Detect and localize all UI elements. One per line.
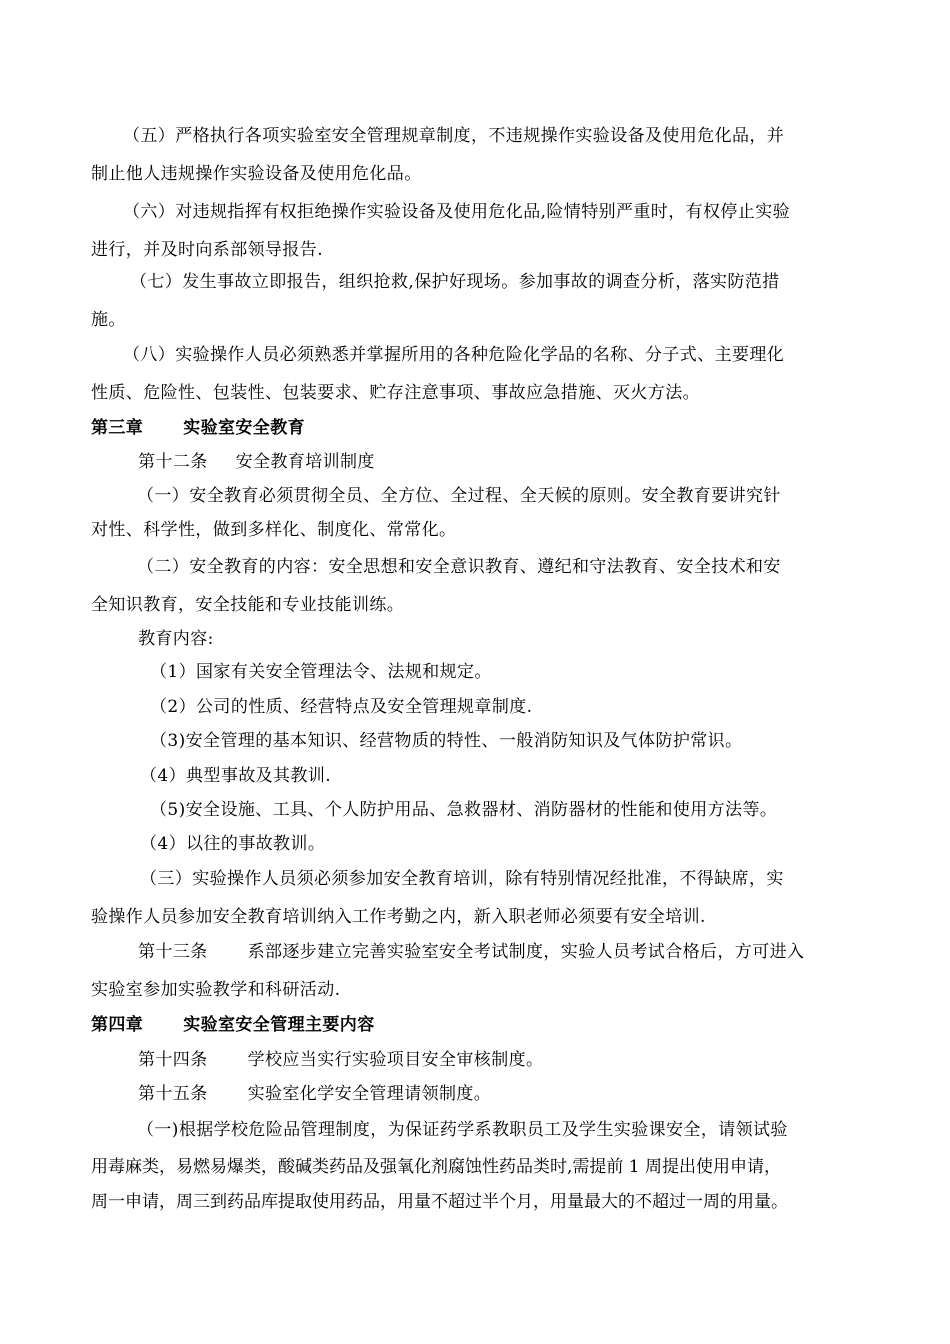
article-text: 实验室化学安全管理请领制度。 <box>247 1084 492 1104</box>
paragraph-line: （二）安全教育的内容：安全思想和安全意识教育、遵纪和守法教育、安全技术和安 <box>137 557 781 577</box>
article-line <box>138 940 804 964</box>
paragraph-line: （一）安全教育必须贯彻全员、全方位、全过程、全天候的原则。安全教育要讲究针 <box>137 486 781 506</box>
paragraph-line: （五）严格执行各项实验室安全管理规章制度，不违规操作实验设备及使用危化品，并 <box>123 126 785 146</box>
paragraph-line: （八）实验操作人员必须熟悉并掌握所用的各种危险化学品的名称、分子式、主要理化 <box>123 345 785 365</box>
paragraph-line: 实验室参加实验教学和科研活动. <box>91 980 341 1000</box>
paragraph-line: 施。 <box>91 310 126 330</box>
chapter-number: 第三章 <box>91 418 144 438</box>
article-text: 学校应当实行实验项目安全审核制度。 <box>247 1050 544 1070</box>
paragraph-line: 对性、科学性，做到多样化、制度化、常常化。 <box>91 520 457 540</box>
paragraph-line: 制止他人违规操作实验设备及使用危化品。 <box>91 164 422 184</box>
chapter-title: 实验室安全管理主要内容 <box>183 1015 375 1035</box>
list-item: （4）以往的事故教训。 <box>140 834 326 854</box>
paragraph-line: （一)根据学校危险品管理制度，为保证药学系教职员工及学生实验课安全，请领试验 <box>137 1120 788 1140</box>
article-number: 第十五条 <box>138 1084 208 1104</box>
paragraph-line: （六）对违规指挥有权拒绝操作实验设备及使用危化品,险情特别严重时，有权停止实验 <box>123 202 791 222</box>
chapter-title: 实验室安全教育 <box>183 418 306 438</box>
paragraph-line: 周一申请，周三到药品库提取使用药品，用量不超过半个月，用量最大的不超过一周的用量。 <box>91 1192 788 1212</box>
paragraph-line: 进行，并及时向系部领导报告. <box>91 240 324 260</box>
article-heading <box>138 450 375 474</box>
list-item: （5)安全设施、工具、个人防护用品、急救器材、消防器材的性能和使用方法等。 <box>150 800 778 820</box>
article-text: 系部逐步建立完善实验室安全考试制度，实验人员考试合格后，方可进入 <box>247 942 805 962</box>
article-line <box>138 1048 543 1072</box>
chapter-heading <box>91 1013 375 1037</box>
list-item: （4）典型事故及其教训. <box>140 766 332 786</box>
paragraph-line: 全知识教育，安全技能和专业技能训练。 <box>91 595 405 615</box>
list-item: （2）公司的性质、经营特点及安全管理规章制度. <box>150 697 533 717</box>
paragraph-line: （七）发生事故立即报告，组织抢救,保护好现场。参加事故的调查分析，落实防范措 <box>130 272 780 292</box>
list-item: （3)安全管理的基本知识、经营物质的特性、一般消防知识及气体防护常识。 <box>150 731 743 751</box>
paragraph-line: （三）实验操作人员须必须参加安全教育培训，除有特别情况经批准，不得缺席，实 <box>140 869 784 889</box>
chapter-heading <box>91 416 305 440</box>
article-line <box>138 1082 491 1106</box>
paragraph-line: 教育内容: <box>138 629 214 649</box>
article-number: 第十四条 <box>138 1050 208 1070</box>
paragraph-line: 验操作人员参加安全教育培训纳入工作考勤之内，新入职老师必须要有安全培训. <box>91 907 706 927</box>
article-number: 第十三条 <box>138 942 208 962</box>
list-item: （1）国家有关安全管理法令、法规和规定。 <box>150 662 492 682</box>
paragraph-line: 用毒麻类，易燃易爆类，酸碱类药品及强氧化剂腐蚀性药品类时,需提前 1 周提出使用申请， <box>91 1157 782 1177</box>
paragraph-line: 性质、危险性、包装性、包装要求、贮存注意事项、事故应急措施、灭火方法。 <box>91 383 700 403</box>
article-number: 第十二条 <box>138 452 208 472</box>
article-title: 安全教育培训制度 <box>235 452 375 472</box>
chapter-number: 第四章 <box>91 1015 144 1035</box>
